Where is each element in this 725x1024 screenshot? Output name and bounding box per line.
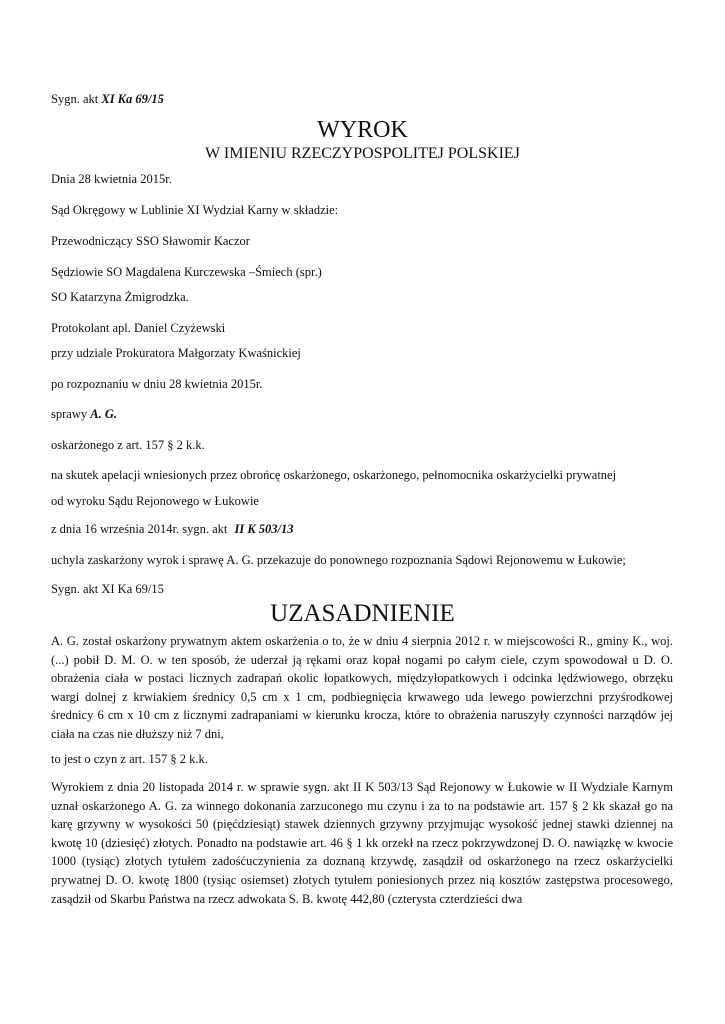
appeal-line: na skutek apelacji wniesionych przez obrońcę oskarżonego, oskarżonego, pełnomocnika oskarżycielki prywatnej — [51, 468, 617, 482]
case-prefix: sprawy — [51, 407, 88, 421]
justification-paragraph-3: Wyrokiem z dnia 20 listopada 2014 r. w sprawie sygn. akt II K 503/13 Sąd Rejonowy w Łukowie w II Wydziale Karnym uznał oskarżonego A. G. za winnego dokonania zarzuconego mu czynu i za to na podstawie art. 157 § 2 kk skazał go na karę grzywny w wysokości 50 (pięćdziesiąt) stawek dziennych grzywny przyjmując wysokość jednej stawki dziennej na kwotę 10 (dziesięć) złotych. Ponadto na podstawie art. 46 § 1 kk orzekł na rzecz pokrzywdzonej D. O. nawiązkę w kwocie 1000 (tysiąc) złotych tytułem zadośćuczynienia za doznaną krzywdę, zasądził od oskarżonego na rzecz oskarżycielki prywatnej D. O. kwotę 1800 (tysiąc osiemset) złotych tytułem poniesionych przez nią kosztów zastępstwa procesowego, zasądził od Skarbu Państwa na rzecz adwokata S. B. kwotę 442,80 (czterysta czterdzieści dwa — [51, 780, 673, 906]
signature-value: XI Ka 69/15 — [101, 92, 164, 106]
judge-second: SO Katarzyna Żmigrodzka. — [51, 290, 189, 304]
lower-court-case-number: II K 503/13 — [234, 522, 294, 536]
court-clerk: Protokolant apl. Daniel Czyżewski — [51, 321, 226, 335]
judgment-subtitle: W IMIENIU RZECZYPOSPOLITEJ POLSKIEJ — [205, 145, 520, 162]
judgment-title: WYROK — [317, 117, 408, 143]
case-signature-repeat: Sygn. akt XI Ka 69/15 — [51, 582, 164, 596]
court-composition: Sąd Okręgowy w Lublinie XI Wydział Karny w składzie: — [51, 203, 339, 217]
lower-court-judgment: od wyroku Sądu Rejonowego w Łukowie — [51, 494, 259, 508]
charge-line: oskarżonego z art. 157 § 2 k.k. — [51, 438, 205, 452]
justification-paragraph-2: to jest o czyn z art. 157 § 2 k.k. — [51, 752, 208, 766]
defendant-name: A. G. — [90, 407, 117, 421]
case-subject — [51, 407, 117, 422]
case-signature-header — [51, 92, 164, 107]
justification-paragraph-1: A. G. został oskarżony prywatnym aktem oskarżenia o to, że w dniu 4 sierpnia 2012 r. w miejscowości R., gminy K., woj. (...) pobił D. M. O. w ten sposób, że uderzał ją rękami oraz kopał nogami po całym ciele, czym spowodował u D. O. obrażenia ciała w postaci licznych zadrapań okolic łopatkowych, międzyłopatkowych i odcinka lędźwiowego, obrzęku wargi dolnej z krwiakiem średnicy 0,5 cm x 1 cm, podbiegnięcia krwawego uda lewego powierzchni przyśrodkowej średnicy 6 cm x 10 cm z licznymi zadrapaniami w kierunku krocza, które to obrażenia naruszyły czynności narządów jej ciała na czas nie dłuższy niż 7 dni, — [51, 634, 673, 741]
judgment-date: Dnia 28 kwietnia 2015r. — [51, 172, 172, 186]
justification-title: UZASADNIENIE — [270, 600, 455, 627]
prosecutor: przy udziale Prokuratora Małgorzaty Kwaśnickiej — [51, 346, 301, 360]
signature-label: Sygn. akt — [51, 92, 99, 106]
lower-court-date: z dnia 16 września 2014r. sygn. akt — [51, 522, 228, 536]
lower-court-signature — [51, 522, 294, 537]
ruling: uchyla zaskarżony wyrok i sprawę A. G. przekazuje do ponownego rozpoznania Sądowi Rejonowemu w Łukowie; — [51, 553, 626, 567]
judges: Sędziowie SO Magdalena Kurczewska –Śmiech (spr.) — [51, 265, 322, 279]
hearing-date: po rozpoznaniu w dniu 28 kwietnia 2015r. — [51, 377, 263, 391]
presiding-judge: Przewodniczący SSO Sławomir Kaczor — [51, 234, 250, 248]
